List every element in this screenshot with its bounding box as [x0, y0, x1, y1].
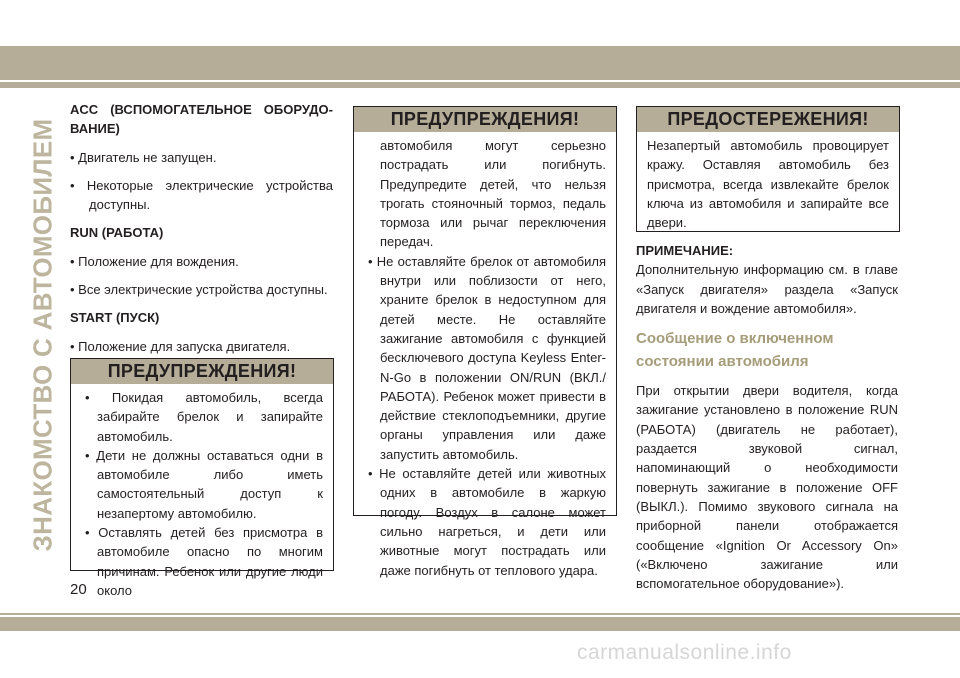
bottom-band [0, 613, 960, 631]
caution-box [636, 106, 900, 232]
warning-box-2 [353, 106, 617, 578]
warning-item: • Не оставляйте брелок от автомобиля внутри или поблизости от него, храните брелок в недоступном для детей месте. Не оставляйте зажигание автомобиля с функцией бесключевого доступа Keyless Enter-N-Go в положении ON/RUN (ВКЛ./РАБОТА). Ребенок может привести в действие стеклоподъемники, другие органы управления или даже запустить автомобиль. [368, 253, 606, 462]
warning-item: • Не оставляйте детей или животных одних в автомобиле в жаркую погоду. Воздух в салоне может сильно нагреться, и дети или животные могут пострадать или даже погибнуть от теплового удара. [368, 466, 606, 578]
run-bullet-1: • Положение для вождения. [70, 253, 239, 269]
side-chapter-title-text: ЗНАКОМСТВО С АВТОМОБИЛЕМ [27, 118, 58, 552]
note-heading: ПРИМЕЧАНИЕ: [636, 243, 734, 258]
caution-text: Незапертый автомобиль провоцирует кражу. Оставляя автомобиль без присмотра, всегда извлекайте брелок ключа из автомобиля и запирайте все двери. [647, 138, 889, 231]
warning-item: • Покидая автомобиль, всегда забирайте брелок и запирайте автомобиль. [85, 390, 323, 444]
top-band [0, 46, 960, 88]
section-text: При открытии двери водителя, когда зажигание установлено в положение RUN (РАБОТА) (двигатель не работает), раздается звуковой сигнал, напоминающий о необходимости повернуть зажигание в положение OFF (ВЫКЛ.). Помимо звукового сигнала на приборной панели отображается сообщение «Ignition Or Accessory On» («Включено зажигание или вспомогательное оборудование»). [636, 383, 898, 592]
note-text: Дополнительную информацию см. в главе «Запуск двигателя» раздела «Запуск двигателя и вождение автомобиля». [636, 262, 898, 316]
column-3 [636, 241, 898, 602]
start-heading: START (ПУСК) [70, 310, 160, 326]
warning-box-2-body [354, 132, 616, 586]
warning-box-2-title: ПРЕДУПРЕЖДЕНИЯ! [354, 107, 616, 132]
warning-box-1-body [71, 384, 333, 606]
bottom-band-line [0, 615, 960, 617]
watermark: carmanualsonline.info [577, 641, 792, 664]
page-number: 20 [70, 581, 87, 598]
top-band-line [0, 80, 960, 82]
side-chapter-title [26, 100, 60, 570]
acc-heading: ACC (ВСПОМОГАТЕЛЬНОЕ ОБОРУДО-ВАНИЕ) [70, 102, 333, 137]
run-heading: RUN (РАБОТА) [70, 225, 164, 241]
start-bullet-1: • Положение для запуска двигателя. [70, 338, 291, 354]
caution-box-body [637, 132, 899, 238]
warning-continuation: автомобиля могут серьезно пострадать или погибнуть. Предупредите детей, что нельзя трогать стояночный тормоз, педаль тормоза или рычаг переключения передач. [380, 138, 606, 250]
acc-bullet-2: • Некоторые электрические устройства доступны. [70, 177, 333, 213]
section-title: Сообщение о включенном состоянии автомобиля [636, 330, 834, 371]
run-bullet-2: • Все электрические устройства доступны. [70, 282, 328, 298]
caution-box-title: ПРЕДОСТЕРЕЖЕНИЯ! [637, 107, 899, 132]
warning-box-1-title: ПРЕДУПРЕЖДЕНИЯ! [71, 359, 333, 384]
warning-item: • Оставлять детей без присмотра в автомобиле опасно по многим причинам. Ребенок или другие люди около [85, 525, 323, 598]
acc-bullet-1: • Двигатель не запущен. [70, 149, 217, 165]
warning-item: • Дети не должны оставаться одни в автомобиле либо иметь самостоятельный доступ к незапертому автомобилю. [85, 447, 323, 521]
column-1 [70, 100, 333, 365]
